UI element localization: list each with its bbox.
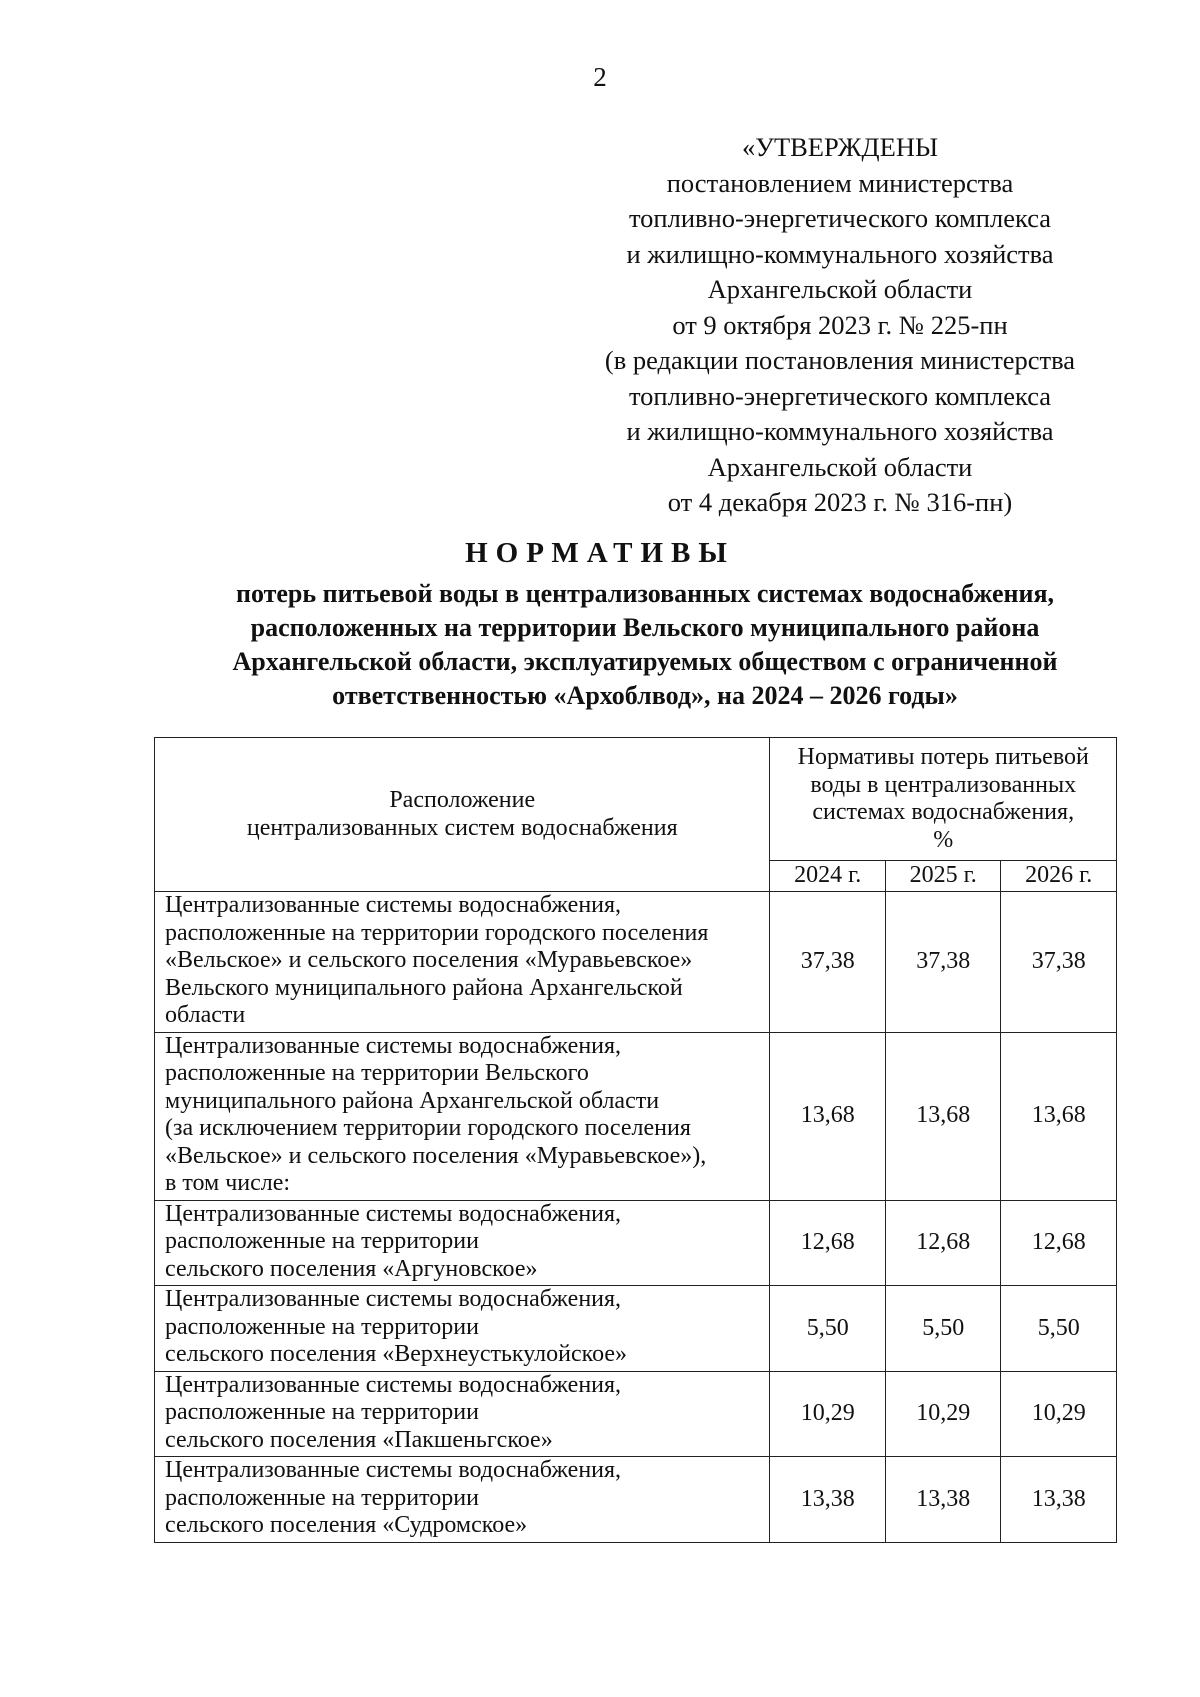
location-line: сельского поселения «Судромское» bbox=[165, 1512, 528, 1538]
header-norms bbox=[770, 738, 1117, 861]
location-cell bbox=[155, 1032, 770, 1200]
location-line: Централизованные системы водоснабжения, bbox=[165, 1286, 622, 1312]
value-cell: 13,38 bbox=[770, 1457, 886, 1543]
value-cell: 13,68 bbox=[1001, 1032, 1117, 1200]
value-cell: 13,38 bbox=[885, 1457, 1001, 1543]
location-line: сельского поселения «Пакшеньгское» bbox=[165, 1426, 553, 1453]
table-header-row bbox=[155, 738, 1117, 861]
approval-stamp bbox=[575, 130, 1105, 521]
value-cell: 13,68 bbox=[770, 1032, 886, 1200]
approval-line: «УТВЕРЖДЕНЫ bbox=[741, 132, 939, 162]
value-cell: 10,29 bbox=[1001, 1371, 1117, 1457]
location-line: сельского поселения «Аргуновское» bbox=[165, 1255, 538, 1282]
header-year: 2025 г. bbox=[885, 861, 1001, 892]
approval-line: (в редакции постановления министерства bbox=[604, 345, 1076, 375]
location-line: расположенные на территории Вельского bbox=[165, 1060, 589, 1086]
table-row bbox=[155, 892, 1117, 1033]
approval-line: от 9 октября 2023 г. № 225-пн bbox=[672, 309, 1008, 340]
value-cell: 5,50 bbox=[885, 1286, 1001, 1372]
location-line: «Вельское» и сельского поселения «Муравьевское» bbox=[165, 947, 693, 973]
location-line: области bbox=[165, 1002, 246, 1028]
subtitle-line: потерь питьевой воды в централизованных системах водоснабжения, bbox=[235, 579, 1055, 608]
subtitle-line: Архангельской области, эксплуатируемых обществом с ограниченной bbox=[232, 647, 1058, 676]
header-norms-line: системах водоснабжения, bbox=[812, 799, 1075, 825]
location-line: (за исключением территории городского поселения bbox=[165, 1115, 691, 1141]
value-cell: 12,68 bbox=[770, 1200, 886, 1286]
table-row bbox=[155, 1457, 1117, 1543]
table-row bbox=[155, 1371, 1117, 1457]
document-title: НОРМАТИВЫ bbox=[465, 537, 735, 569]
header-location bbox=[155, 738, 770, 892]
table-row bbox=[155, 1286, 1117, 1372]
value-cell: 37,38 bbox=[885, 892, 1001, 1033]
value-cell: 37,38 bbox=[1001, 892, 1117, 1033]
location-cell bbox=[155, 1457, 770, 1543]
location-line: расположенные на территории bbox=[165, 1228, 479, 1254]
location-line: Централизованные системы водоснабжения, bbox=[165, 1032, 622, 1059]
approval-line: топливно-энергетического комплекса bbox=[628, 380, 1052, 411]
value-cell: 13,68 bbox=[885, 1032, 1001, 1200]
location-line: муниципального района Архангельской области bbox=[165, 1087, 660, 1114]
value-cell: 12,68 bbox=[885, 1200, 1001, 1286]
approval-line: постановлением министерства bbox=[666, 167, 1014, 198]
subtitle-line: ответственностью «Архоблвод», на 2024 – 2026 годы» bbox=[332, 681, 958, 710]
header-norms-line: % bbox=[933, 826, 954, 853]
location-cell bbox=[155, 892, 770, 1033]
approval-line: Архангельской области bbox=[707, 274, 973, 304]
approval-line: и жилищно-коммунального хозяйства bbox=[626, 238, 1054, 269]
table-row bbox=[155, 1200, 1117, 1286]
location-line: Вельского муниципального района Архангельской bbox=[165, 974, 683, 1001]
location-line: Централизованные системы водоснабжения, bbox=[165, 1200, 622, 1227]
location-line: расположенные на территории городского поселения bbox=[165, 919, 709, 946]
header-norms-line: Нормативы потерь питьевой bbox=[797, 744, 1089, 770]
location-line: сельского поселения «Верхнеустькулойское» bbox=[165, 1341, 628, 1367]
location-line: в том числе: bbox=[165, 1170, 291, 1196]
value-cell: 37,38 bbox=[770, 892, 886, 1033]
subtitle-line: расположенных на территории Вельского муниципального района bbox=[250, 613, 1040, 642]
header-norms-line: воды в централизованных bbox=[810, 771, 1077, 798]
location-line: Централизованные системы водоснабжения, bbox=[165, 1457, 622, 1483]
header-location-line: Расположение bbox=[389, 787, 536, 813]
header-year: 2024 г. bbox=[770, 861, 886, 892]
header-year: 2026 г. bbox=[1001, 861, 1117, 892]
table-row bbox=[155, 1032, 1117, 1200]
location-cell bbox=[155, 1200, 770, 1286]
norms-table bbox=[154, 737, 1117, 1543]
location-line: расположенные на территории bbox=[165, 1484, 479, 1511]
approval-line: и жилищно-коммунального хозяйства bbox=[626, 416, 1054, 446]
location-line: «Вельское» и сельского поселения «Муравьевское»), bbox=[165, 1142, 707, 1169]
value-cell: 10,29 bbox=[885, 1371, 1001, 1457]
document-subtitle bbox=[150, 577, 1140, 713]
value-cell: 12,68 bbox=[1001, 1200, 1117, 1286]
value-cell: 13,38 bbox=[1001, 1457, 1117, 1543]
location-line: Централизованные системы водоснабжения, bbox=[165, 1371, 622, 1398]
location-line: расположенные на территории bbox=[165, 1313, 479, 1340]
page-number: 2 bbox=[593, 62, 607, 92]
value-cell: 10,29 bbox=[770, 1371, 886, 1457]
value-cell: 5,50 bbox=[1001, 1286, 1117, 1372]
header-location-line: централизованных систем водоснабжения bbox=[246, 814, 678, 841]
approval-line: от 4 декабря 2023 г. № 316-пн) bbox=[667, 487, 1013, 517]
approval-line: топливно-энергетического комплекса bbox=[628, 203, 1052, 233]
location-cell bbox=[155, 1286, 770, 1372]
location-line: Централизованные системы водоснабжения, bbox=[165, 892, 622, 918]
approval-line: Архангельской области bbox=[707, 451, 973, 482]
location-cell bbox=[155, 1371, 770, 1457]
value-cell: 5,50 bbox=[770, 1286, 886, 1372]
location-line: расположенные на территории bbox=[165, 1399, 479, 1425]
